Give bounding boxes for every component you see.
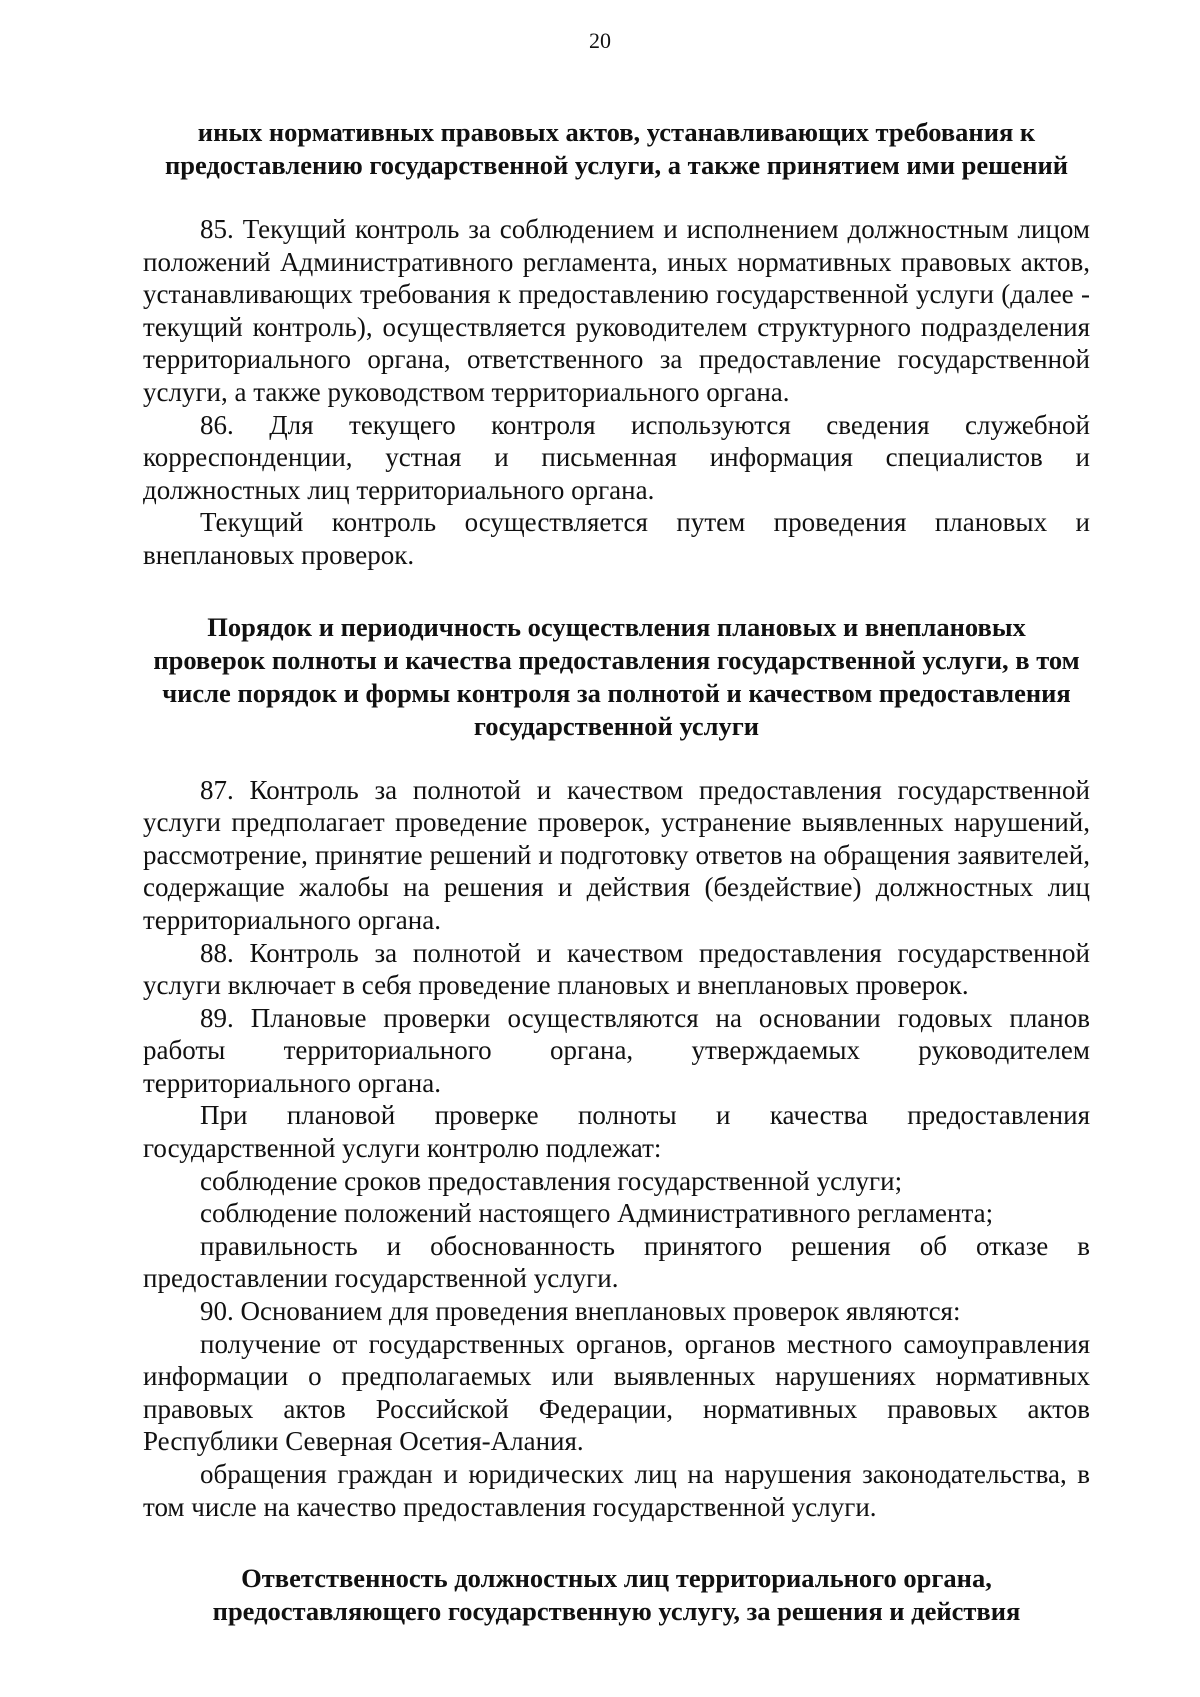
paragraph-85: 85. Текущий контроль за соблюдением и исполнением должностным лицом положений Административного регламента, иных нормативных правовых актов, устанавливающих требования к предоставлению государственной услуги (далее - текущий контроль), осуществляется руководителем структурного подразделения территориального органа, ответственного за предоставление государственной услуги, а также руководством территориального органа.	[143, 214, 1090, 407]
heading-line: числе порядок и формы контроля за полнотой и качеством предоставления	[162, 677, 1071, 708]
heading-line: иных нормативных правовых актов, устанавливающих требования к	[197, 117, 1036, 147]
heading-line: Порядок и периодичность осуществления плановых и внеплановых	[207, 611, 1026, 642]
section-heading-responsibility	[143, 1562, 1090, 1628]
list-item-information: получение от государственных органов, органов местного самоуправления информации о предполагаемых или выявленных нарушениях нормативных правовых актов Российской Федерации, нормативных правовых актов Республики Северная Осетия-Алания.	[143, 1328, 1090, 1457]
heading-line: предоставляющего государственную услугу, за решения и действия	[212, 1596, 1021, 1627]
paragraph-90: 90. Основанием для проведения внеплановых проверок являются:	[200, 1296, 961, 1327]
heading-line: государственной услуги	[473, 710, 760, 741]
paragraph-planned-check: При плановой проверке полноты и качества предоставления государственной услуги контролю подлежат:	[143, 1100, 1090, 1164]
document-body	[143, 116, 1090, 1628]
list-item-appeals: обращения граждан и юридических лиц на нарушения законодательства, в том числе на качество предоставления государственной услуги.	[143, 1459, 1090, 1522]
paragraph-89: 89. Плановые проверки осуществляются на основании годовых планов работы территориального органа, утверждаемых руководителем территориального органа.	[143, 1002, 1090, 1098]
list-item-deadlines: соблюдение сроков предоставления государственной услуги;	[200, 1165, 903, 1196]
list-item-regulation: соблюдение положений настоящего Административного регламента;	[200, 1198, 994, 1229]
paragraph-87: 87. Контроль за полнотой и качеством предоставления государственной услуги предполагает проведение проверок, устранение выявленных нарушений, рассмотрение, принятие решений и подготовку ответов на обращения заявителей, содержащие жалобы на решения и действия (бездействие) должностных лиц территориального органа.	[143, 774, 1090, 935]
section-heading-inspections	[143, 611, 1090, 743]
paragraph-current-control: Текущий контроль осуществляется путем проведения плановых и внеплановых проверок.	[143, 507, 1090, 570]
paragraph-88: 88. Контроль за полнотой и качеством предоставления государственной услуги включает в себя проведение плановых и внеплановых проверок.	[143, 937, 1090, 1001]
paragraph-86: 86. Для текущего контроля используются сведения служебной корреспонденции, устная и письменная информация специалистов и должностных лиц территориального органа.	[143, 409, 1090, 505]
list-item-refusal: правильность и обоснованность принятого решения об отказе в предоставлении государственной услуги.	[143, 1230, 1090, 1294]
heading-line: проверок полноты и качества предоставления государственной услуги, в том	[153, 644, 1080, 675]
heading-line: предоставлению государственной услуги, а также принятием ими решений	[164, 150, 1069, 180]
section-heading-control-procedure	[143, 116, 1090, 182]
page-number: 20	[589, 28, 611, 53]
heading-line: Ответственность должностных лиц территориального органа,	[241, 1563, 992, 1594]
